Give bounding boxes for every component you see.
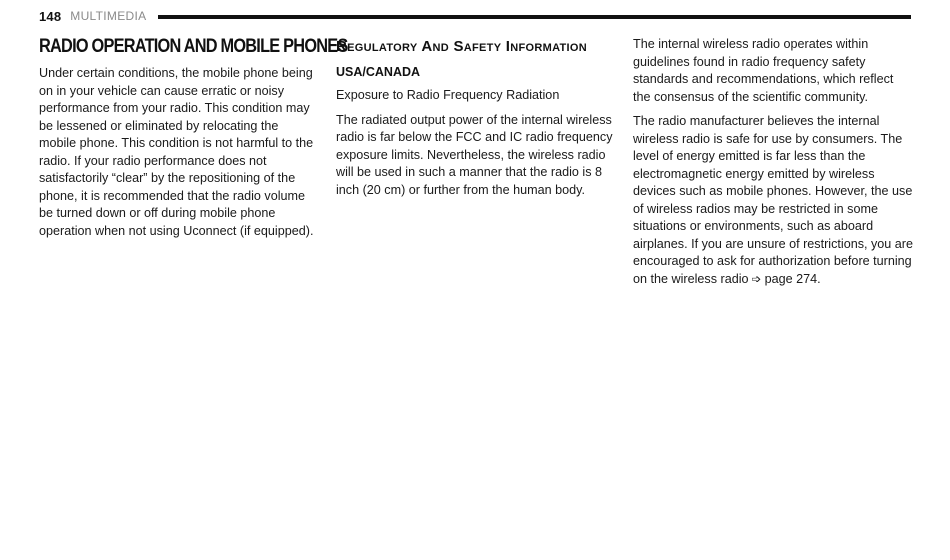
paragraph-rf-exposure-title: Exposure to Radio Frequency Radiation	[336, 88, 560, 102]
column-left	[39, 36, 348, 247]
column-right	[633, 36, 913, 295]
page-number: 148	[39, 8, 62, 24]
arrow-right-icon: ➩	[751, 271, 762, 286]
paragraph-guidelines: The internal wireless radio operates within guidelines found in radio frequency safety standards and recommendations, which reflect the consensus of the scientific community.	[633, 37, 894, 104]
section-name: MULTIMEDIA	[70, 9, 147, 23]
paragraph-manufacturer	[633, 113, 913, 288]
page-header	[39, 6, 911, 26]
paragraph-radiated-output: The radiated output power of the internal wireless radio is far below the FCC and IC radio frequency exposure limits. Nevertheless, the wireless radio will be used in such a manner that the radio is 8 inch (20 cm) or further from the human body.	[336, 112, 613, 197]
section-heading-regulatory: Regulatory And Safety Information	[336, 38, 587, 55]
section-heading-radio-operation: RADIO OPERATION AND MOBILE PHONES	[39, 36, 348, 57]
header-rule	[158, 15, 911, 19]
column-middle	[336, 36, 614, 206]
subheading-usa-canada: USA/CANADA	[336, 65, 421, 79]
paragraph-manufacturer-text: The radio manufacturer believes the internal wireless radio is safe for use by consumers. The level of energy emitted is far less than the electromagnetic energy emitted by wireless devices such as mobile phones. However, the use of wireless radios may be restricted in some situations or environments, such as aboard airplanes. If you are unsure of restrictions, you are encouraged to ask for authorization before turning on the wireless radio	[633, 114, 914, 286]
cross-reference-link[interactable]: page 274.	[764, 271, 821, 286]
paragraph-radio-operation: Under certain conditions, the mobile phone being on in your vehicle can cause erratic or noisy performance from your radio. This condition may be lessened or eliminated by relocating the mobile phone. This condition is not harmful to the radio. If your radio performance does not satisfactorily “clear” by the repositioning of the phone, it is recommended that the radio volume be turned down or off during mobile phone operation when not using Uconnect (if equipped).	[39, 66, 314, 238]
